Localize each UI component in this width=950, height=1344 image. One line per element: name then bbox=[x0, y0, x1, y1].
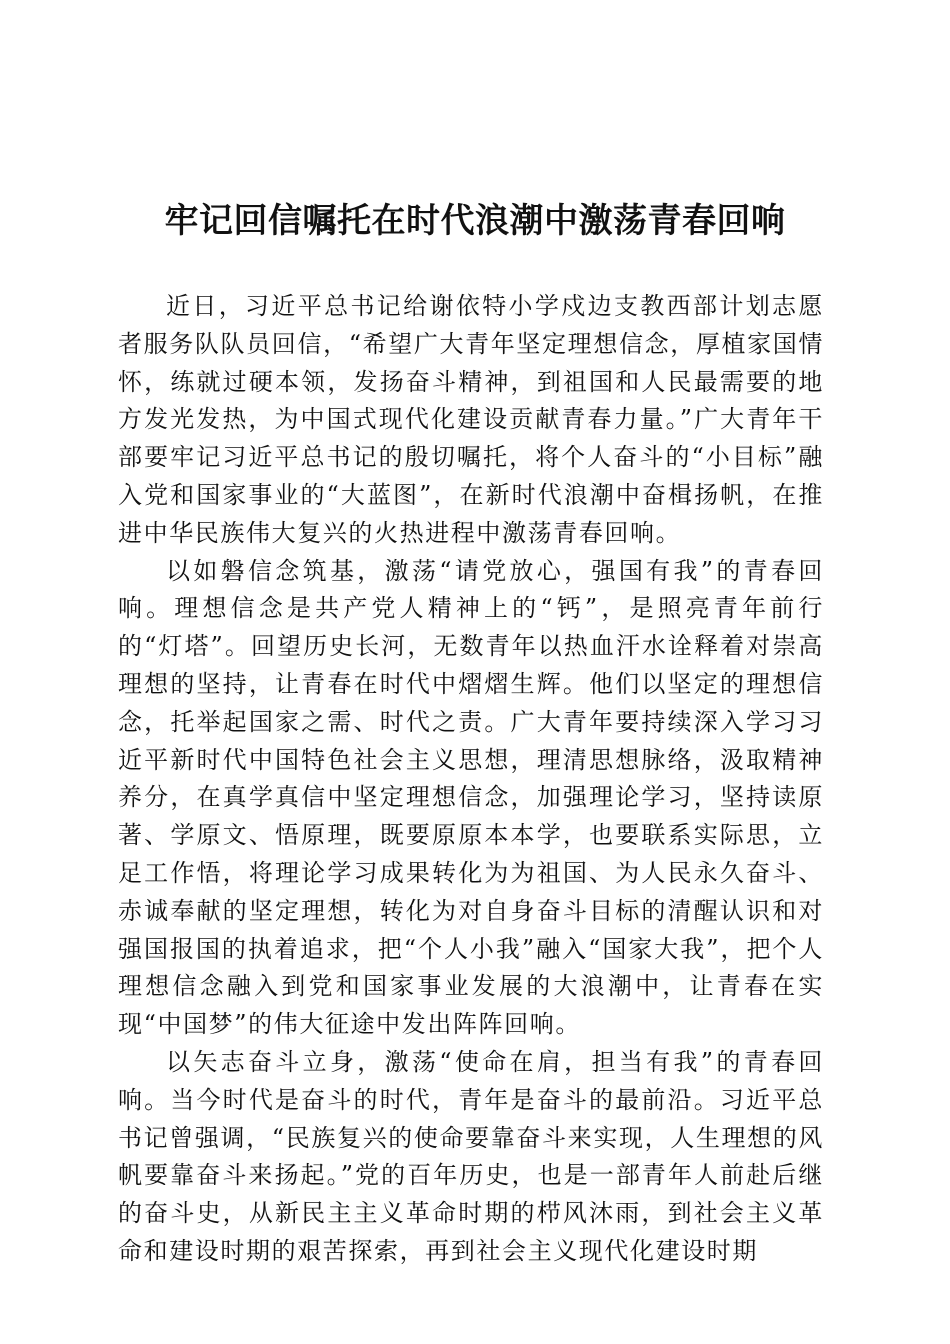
paragraph-3: 以矢志奋斗立身，激荡“使命在肩，担当有我”的青春回响。当今时代是奋斗的时代，青年是奋斗的最前沿。习近平总书记曾强调，“民族复兴的使命要靠奋斗来实现，人生理想的风帆要靠奋斗来扬起。”党的百年历史，也是一部青年人前赴后继的奋斗史，从新民主主义革命时期的栉风沐雨，到社会主义革命和建设时期的艰苦探索，再到社会主义现代化建设时期 bbox=[118, 1047, 824, 1265]
document-body bbox=[118, 288, 824, 1271]
paragraph-1: 近日，习近平总书记给谢依特小学戍边支教西部计划志愿者服务队队员回信，“希望广大青年坚定理想信念，厚植家国情怀，练就过硬本领，发扬奋斗精神，到祖国和人民最需要的地方发光发热，为中国式现代化建设贡献青春力量。”广大青年干部要牢记习近平总书记的殷切嘱托，将个人奋斗的“小目标”融入党和国家事业的“大蓝图”，在新时代浪潮中奋楫扬帆，在推进中华民族伟大复兴的火热进程中激荡青春回响。 bbox=[118, 292, 824, 547]
document-title: 牢记回信嘱托在时代浪潮中激荡青春回响 bbox=[164, 201, 786, 241]
paragraph-2: 以如磐信念筑基，激荡“请党放心，强国有我”的青春回响。理想信念是共产党人精神上的“钙”，是照亮青年前行的“灯塔”。回望历史长河，无数青年以热血汗水诠释着对崇高理想的坚持，让青春在时代中熠熠生辉。他们以坚定的理想信念，托举起国家之需、时代之责。广大青年要持续深入学习习近平新时代中国特色社会主义思想，理清思想脉络，汲取精神养分，在真学真信中坚定理想信念，加强理论学习，坚持读原著、学原文、悟原理，既要原原本本学，也要联系实际思，立足工作悟，将理论学习成果转化为为祖国、为人民永久奋斗、赤诚奉献的坚定理想，转化为对自身奋斗目标的清醒认识和对强国报国的执着追求，把“个人小我”融入“国家大我”，把个人理想信念融入到党和国家事业发展的大浪潮中，让青春在实现“中国梦”的伟大征途中发出阵阵回响。 bbox=[118, 556, 824, 1039]
